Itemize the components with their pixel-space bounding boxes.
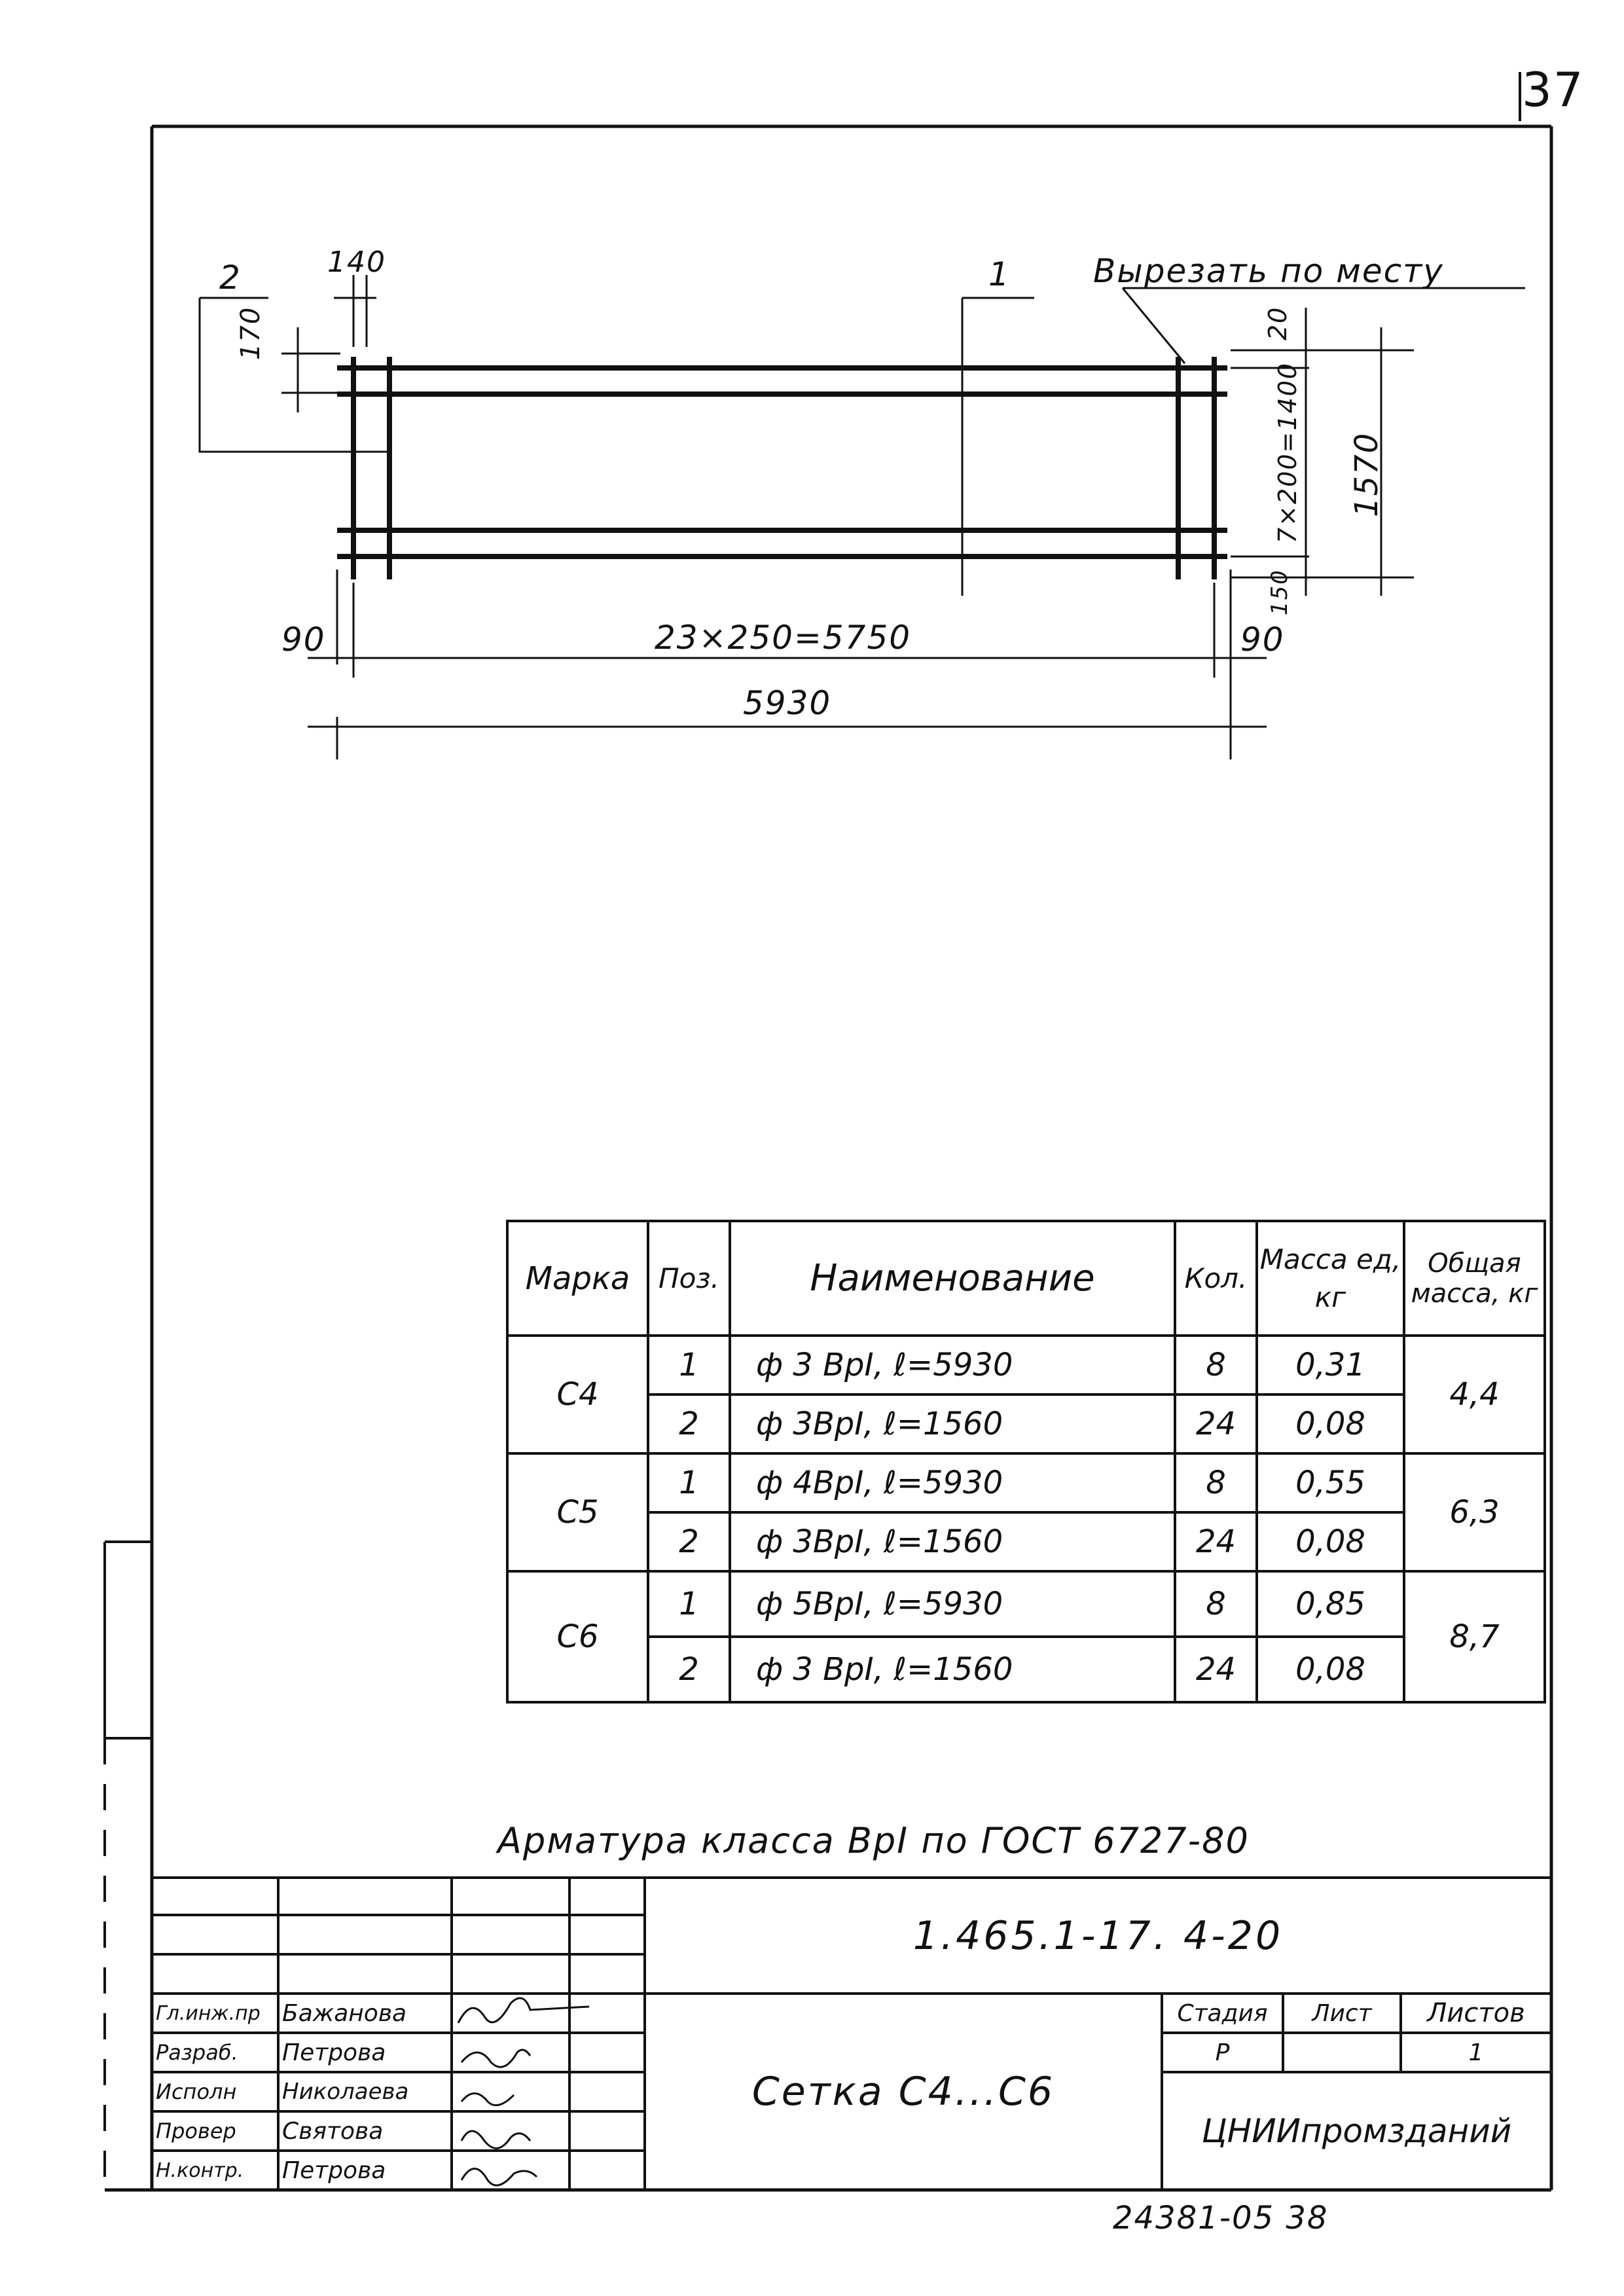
role-chief-engineer: Гл.инж.пр	[156, 2001, 261, 2025]
reinforcement-note: Арматура класса ВрI по ГОСТ 6727-80	[497, 1820, 1250, 1861]
c5-pos-2: 2	[679, 1523, 699, 1560]
c5-pos-1: 1	[679, 1465, 699, 1501]
c6-name-1: ф 5ВрI, ℓ=5930	[756, 1586, 1003, 1622]
cut-note: Вырезать по месту	[1093, 252, 1444, 290]
name-checker: Святова	[282, 2117, 384, 2145]
c5-name-1: ф 4ВрI, ℓ=5930	[756, 1465, 1003, 1501]
sheet-frame	[105, 72, 1551, 2190]
dim-90-left: 90	[281, 621, 326, 659]
c4-mass-2: 0,08	[1295, 1406, 1365, 1442]
c4-name-2: ф 3ВрI, ℓ=1560	[756, 1406, 1003, 1442]
c6-qty-2: 24	[1195, 1651, 1236, 1688]
name-executor: Николаева	[282, 2079, 409, 2105]
c6-mass-2: 0,08	[1295, 1651, 1365, 1688]
c6-total: 8,7	[1449, 1618, 1500, 1655]
c4-qty-2: 24	[1195, 1406, 1236, 1442]
mark-c5: С5	[556, 1494, 599, 1531]
name-chief-engineer: Бажанова	[282, 1999, 407, 2027]
c5-total: 6,3	[1449, 1494, 1500, 1531]
dim-position-1: 1	[988, 255, 1011, 293]
c6-pos-2: 2	[679, 1651, 699, 1688]
doc-code: 1.465.1-17. 4-20	[912, 1912, 1284, 1959]
mesh-drawing	[200, 275, 1525, 759]
role-developer: Разраб.	[156, 2040, 238, 2065]
c6-mass-1: 0,85	[1295, 1586, 1365, 1622]
c4-pos-1: 1	[679, 1347, 699, 1383]
role-executor: Исполн	[156, 2079, 237, 2104]
stage-value: Р	[1215, 2039, 1230, 2066]
c4-qty-1: 8	[1206, 1347, 1226, 1383]
c5-qty-1: 8	[1206, 1465, 1226, 1501]
header-name: Наименование	[810, 1257, 1095, 1300]
sheets-value: 1	[1468, 2039, 1484, 2066]
dim-span-horizontal: 23×250=5750	[655, 619, 912, 657]
stage-label: Стадия	[1177, 1999, 1268, 2027]
c4-total: 4,4	[1449, 1376, 1500, 1413]
dim-150: 150	[1267, 569, 1293, 615]
c6-qty-1: 8	[1206, 1586, 1226, 1622]
c5-mass-1: 0,55	[1295, 1465, 1365, 1501]
role-norm-control: Н.контр.	[156, 2159, 244, 2182]
organization: ЦНИИпромзданий	[1201, 2112, 1512, 2150]
mark-c6: С6	[556, 1618, 599, 1655]
dim-position-2: 2	[219, 259, 242, 297]
header-position: Поз.	[659, 1262, 719, 1294]
dim-170: 170	[236, 306, 266, 360]
name-developer: Петрова	[282, 2039, 386, 2066]
mark-c4: С4	[556, 1376, 599, 1413]
c5-mass-2: 0,08	[1295, 1523, 1365, 1560]
c4-name-1: ф 3 ВрI, ℓ=5930	[756, 1347, 1013, 1383]
dim-140: 140	[327, 246, 386, 279]
role-checker: Провер	[156, 2119, 236, 2143]
c5-name-2: ф 3ВрI, ℓ=1560	[756, 1523, 1003, 1560]
dim-1570: 1570	[1348, 431, 1385, 517]
c5-qty-2: 24	[1195, 1523, 1236, 1560]
dim-90-right: 90	[1240, 621, 1285, 659]
dim-20: 20	[1263, 306, 1292, 340]
sheet-label: Лист	[1312, 1999, 1372, 2027]
c4-pos-2: 2	[679, 1406, 699, 1442]
c6-pos-1: 1	[679, 1586, 699, 1622]
drawing-title: Сетка С4...С6	[751, 2069, 1055, 2115]
footer-code: 24381-05 38	[1113, 2200, 1329, 2236]
side-tabs	[105, 1542, 152, 2190]
header-total-mass: Общая масса, кг	[1411, 1248, 1538, 1309]
header-unit-mass: Масса ед, кг	[1259, 1243, 1401, 1313]
c6-name-2: ф 3 ВрI, ℓ=1560	[756, 1651, 1013, 1688]
dim-span-vertical: 7×200=1400	[1273, 361, 1302, 543]
c4-mass-1: 0,31	[1295, 1347, 1365, 1383]
sheets-label: Листов	[1427, 1998, 1525, 2028]
name-norm-control: Петрова	[282, 2157, 386, 2184]
dim-5930: 5930	[743, 684, 832, 722]
header-mark: Марка	[525, 1260, 630, 1297]
header-quantity: Кол.	[1184, 1262, 1248, 1294]
sheet-number: 37	[1522, 62, 1585, 117]
sheet-value	[1283, 2033, 1401, 2072]
